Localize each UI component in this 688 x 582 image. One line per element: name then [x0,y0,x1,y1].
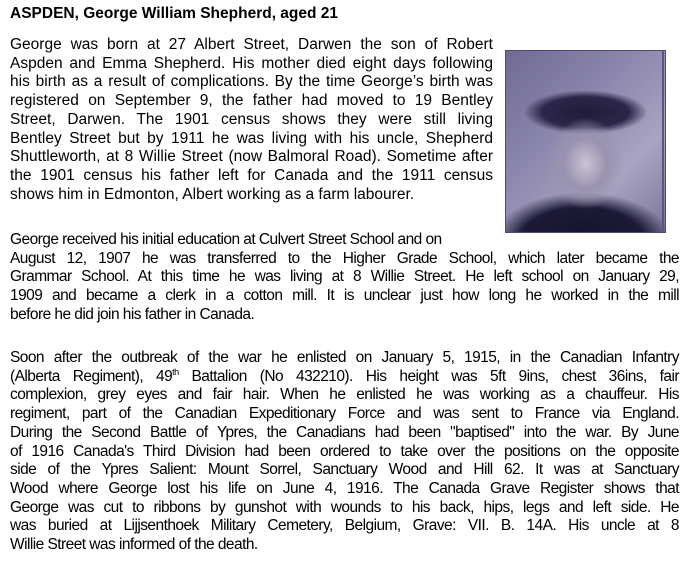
text-line: Street, Darwen. The 1901 census shows they were still living [10,110,493,128]
text-line: complexion, grey eyes and fair hair. When he enlisted he was working as a chauffeur. His [10,386,679,404]
text-line: of 1916 Canada's Third Division had been ordered to take over the positions on the opposite [10,442,679,460]
text-line: 1909 and became a clerk in a cotton mill. It is unclear just how long he worked in the mill [10,287,679,305]
text-line: During the Second Battle of Ypres, the Canadians had been "baptised" into the war. By June [10,423,679,441]
text-line: shows him in Edmonton, Albert working as a farm labourer. [10,185,415,203]
text-line: Willie Street was informed of the death. [10,536,258,554]
text-line: side of the Ypres Salient: Mount Sorrel, Sanctuary Wood and Hill 62. It was at Sanctuary [10,461,679,479]
text-line: Wood where George lost his life on June 4, 1916. The Canada Grave Register shows that [10,479,679,497]
text-line: the 1901 census his father left for Canada and the 1911 census [10,166,493,184]
portrait-photo [505,50,666,233]
text-line: George received his initial education at Culvert Street School and on [10,231,442,248]
text-segment: (Alberta Regiment), 49 [10,367,173,385]
photo-edge [662,50,664,233]
text-line: George was born at 27 Albert Street, Darwen the son of Robert [10,36,493,53]
text-line: was buried at Lijjsenthoek Military Cemetery, Belgium, Grave: VII. B. 14A. His uncle at 8 [10,517,679,535]
text-line: registered on September 9, the father had moved to 19 Bentley [10,92,493,110]
text-line: Grammar School. At this time he was living at 8 Willie Street. He left school on January 29, [10,268,679,286]
paragraph-birth-family [10,36,493,204]
paragraph-education [10,231,679,325]
text-line: August 12, 1907 he was transferred to the Higher Grade School, which later became the [10,249,679,267]
text-line: Aspden and Emma Shepherd. His mother died eight days following [10,54,493,72]
text-line: Soon after the outbreak of the war he enlisted on January 5, 1915, in the Canadian Infantry [10,349,679,366]
text-line: Bentley Street but by 1911 he was living with his uncle, Shepherd [10,129,493,147]
text-line [10,368,679,387]
text-line: George was cut to ribbons by gunshot with wounds to his back, hips, legs and left side. He [10,498,679,516]
text-line: before he did join his father in Canada. [10,305,255,323]
text-segment: Battalion (No 432210). His height was 5ft 9ins, chest 36ins, fair [178,367,679,385]
paragraph-war-service [10,349,679,555]
text-line: his birth as a result of complications. By the time George’s birth was [10,73,493,91]
ordinal-suffix: th [172,366,179,377]
text-line: regiment, part of the Canadian Expeditionary Force and was sent to France via England. [10,405,679,423]
text-line: Shuttleworth, at 8 Willie Street (now Balmoral Road). Sometime after [10,148,493,166]
page-title: ASPDEN, George William Shepherd, aged 21 [10,5,339,22]
